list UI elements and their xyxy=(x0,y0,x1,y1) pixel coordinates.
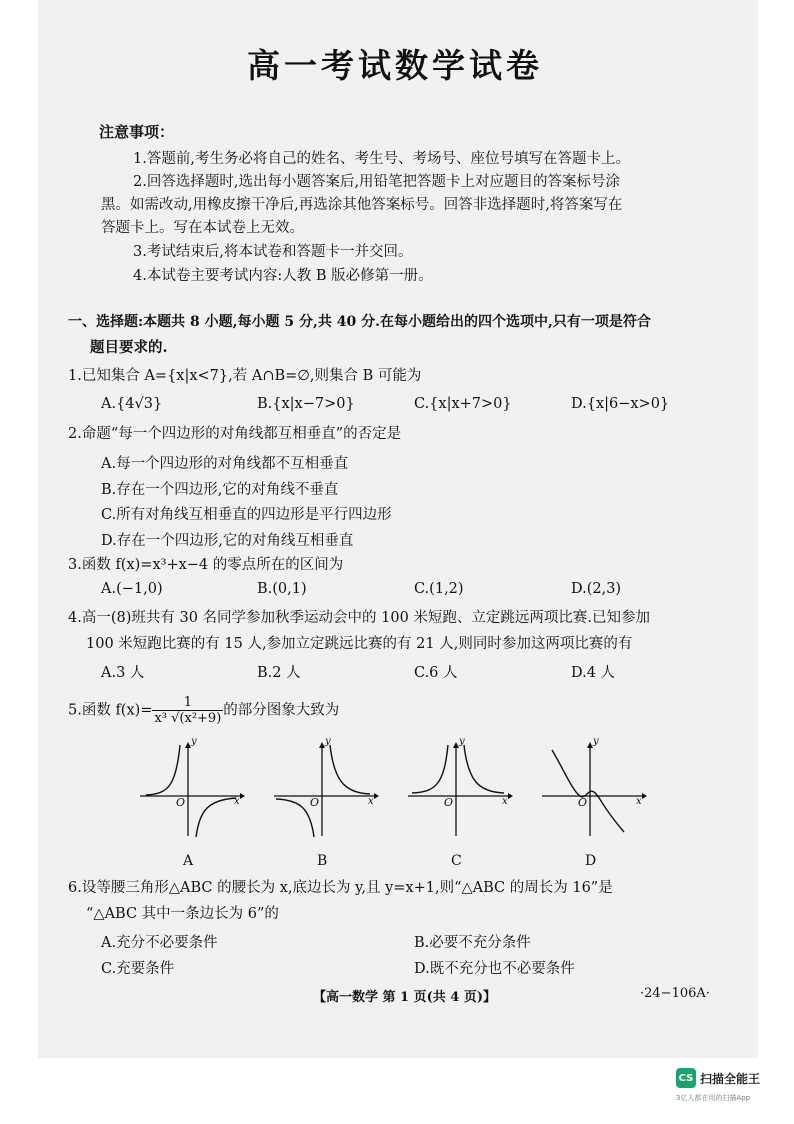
axis-x-label: x xyxy=(502,796,508,807)
section-heading: 一、选择题:本题共 8 小题,每小题 5 分,共 40 分.在每小题给出的四个选项中,只有一项是符合 xyxy=(68,314,651,330)
note-line: 2.回答选择题时,选出每小题答案后,用铅笔把答题卡上对应题目的答案标号涂 xyxy=(133,174,621,190)
fraction-denominator: x³ √(x²+9) xyxy=(154,711,222,726)
option-c: C.充要条件 xyxy=(101,961,175,977)
option-d: D.4 人 xyxy=(571,665,616,681)
scanner-tagline: 3亿人都在用的扫描App xyxy=(676,1094,751,1102)
option-b: B.2 人 xyxy=(257,665,301,681)
question-stem: 6.设等腰三角形△ABC 的腰长为 x,底边长为 y,且 y=x+1,则“△ABC 的周长为 16”是 xyxy=(68,880,613,896)
section-heading-cont: 题目要求的. xyxy=(90,339,168,356)
page-footer: 【高一数学 第 1 页(共 4 页)】 xyxy=(313,990,497,1005)
option-a: A.(−1,0) xyxy=(101,581,163,597)
page-title: 高一考试数学试卷 xyxy=(247,46,543,85)
notes-heading: 注意事项： xyxy=(99,123,175,141)
origin-label: O xyxy=(176,796,186,809)
option-a: A.每一个四边形的对角线都不互相垂直 xyxy=(101,456,349,472)
stem-suffix: 的部分图象大致为 xyxy=(223,702,340,719)
graph-c xyxy=(404,736,514,840)
graph-label-b: B xyxy=(317,853,328,869)
option-d: D.既不充分也不必要条件 xyxy=(414,961,575,977)
graph-b xyxy=(270,736,380,840)
scanner-watermark xyxy=(676,1068,760,1088)
question-stem-cont: 100 米短跑比赛的有 15 人,参加立定跳远比赛的有 21 人,则同时参加这两项比赛的有 xyxy=(86,636,633,652)
option-a: A.3 人 xyxy=(101,665,145,681)
option-b: B.必要不充分条件 xyxy=(414,935,531,951)
option-b: B.存在一个四边形,它的对角线不垂直 xyxy=(101,482,339,498)
option-b: B.{x|x−7>0} xyxy=(257,396,355,412)
note-line: 4.本试卷主要考试内容:人教 B 版必修第一册。 xyxy=(133,268,433,284)
note-line: 黑。如需改动,用橡皮擦干净后,再选涂其他答案标号。回答非选择题时,将答案写在 xyxy=(101,197,623,213)
fraction-numerator: 1 xyxy=(152,695,223,711)
graph-d xyxy=(538,736,648,840)
camscanner-logo-icon: CS xyxy=(676,1068,696,1088)
origin-label: O xyxy=(578,796,588,809)
axis-x-label: x xyxy=(636,796,642,807)
paper-code: ·24−106A· xyxy=(640,986,710,1001)
axis-y-label: y xyxy=(191,736,197,747)
option-a: A.{4√3} xyxy=(101,396,163,412)
option-c: C.{x|x+7>0} xyxy=(414,396,512,412)
graph-label-d: D xyxy=(585,853,597,869)
origin-label: O xyxy=(444,796,454,809)
graph-label-a: A xyxy=(183,853,194,869)
question-stem: 3.函数 f(x)=x³+x−4 的零点所在的区间为 xyxy=(68,557,344,573)
origin-label: O xyxy=(310,796,320,809)
note-line: 3.考试结束后,将本试卷和答题卡一并交回。 xyxy=(133,244,413,260)
note-line: 答题卡上。写在本试卷上无效。 xyxy=(101,220,304,236)
option-d: D.存在一个四边形,它的对角线互相垂直 xyxy=(101,533,354,549)
option-c: C.(1,2) xyxy=(414,581,464,597)
axis-y-label: y xyxy=(325,736,331,747)
option-c: C.6 人 xyxy=(414,665,458,681)
axis-x-label: x xyxy=(234,796,240,807)
question-stem: 1.已知集合 A={x|x<7},若 A∩B=∅,则集合 B 可能为 xyxy=(68,368,422,384)
axis-x-label: x xyxy=(368,796,374,807)
graph-a xyxy=(136,736,246,840)
question-stem-cont: “△ABC 其中一条边长为 6”的 xyxy=(86,906,279,922)
note-line: 1.答题前,考生务必将自己的姓名、考生号、考场号、座位号填写在答题卡上。 xyxy=(133,151,630,167)
option-c: C.所有对角线互相垂直的四边形是平行四边形 xyxy=(101,507,392,523)
option-d: D.(2,3) xyxy=(571,581,622,597)
scanner-name: 扫描全能王 xyxy=(700,1071,761,1086)
question-stem xyxy=(68,695,339,726)
option-b: B.(0,1) xyxy=(257,581,307,597)
option-d: D.{x|6−x>0} xyxy=(571,396,670,412)
axis-y-label: y xyxy=(593,736,599,747)
option-a: A.充分不必要条件 xyxy=(101,935,218,951)
question-stem: 2.命题“每一个四边形的对角线都互相垂直”的否定是 xyxy=(68,426,402,442)
axis-y-label: y xyxy=(459,736,465,747)
fraction xyxy=(152,695,223,726)
stem-prefix: 5.函数 f(x)= xyxy=(68,702,153,719)
graph-label-c: C xyxy=(451,853,462,869)
question-stem: 4.高一(8)班共有 30 名同学参加秋季运动会中的 100 米短跑、立定跳远两项比赛.已知参加 xyxy=(68,610,651,626)
